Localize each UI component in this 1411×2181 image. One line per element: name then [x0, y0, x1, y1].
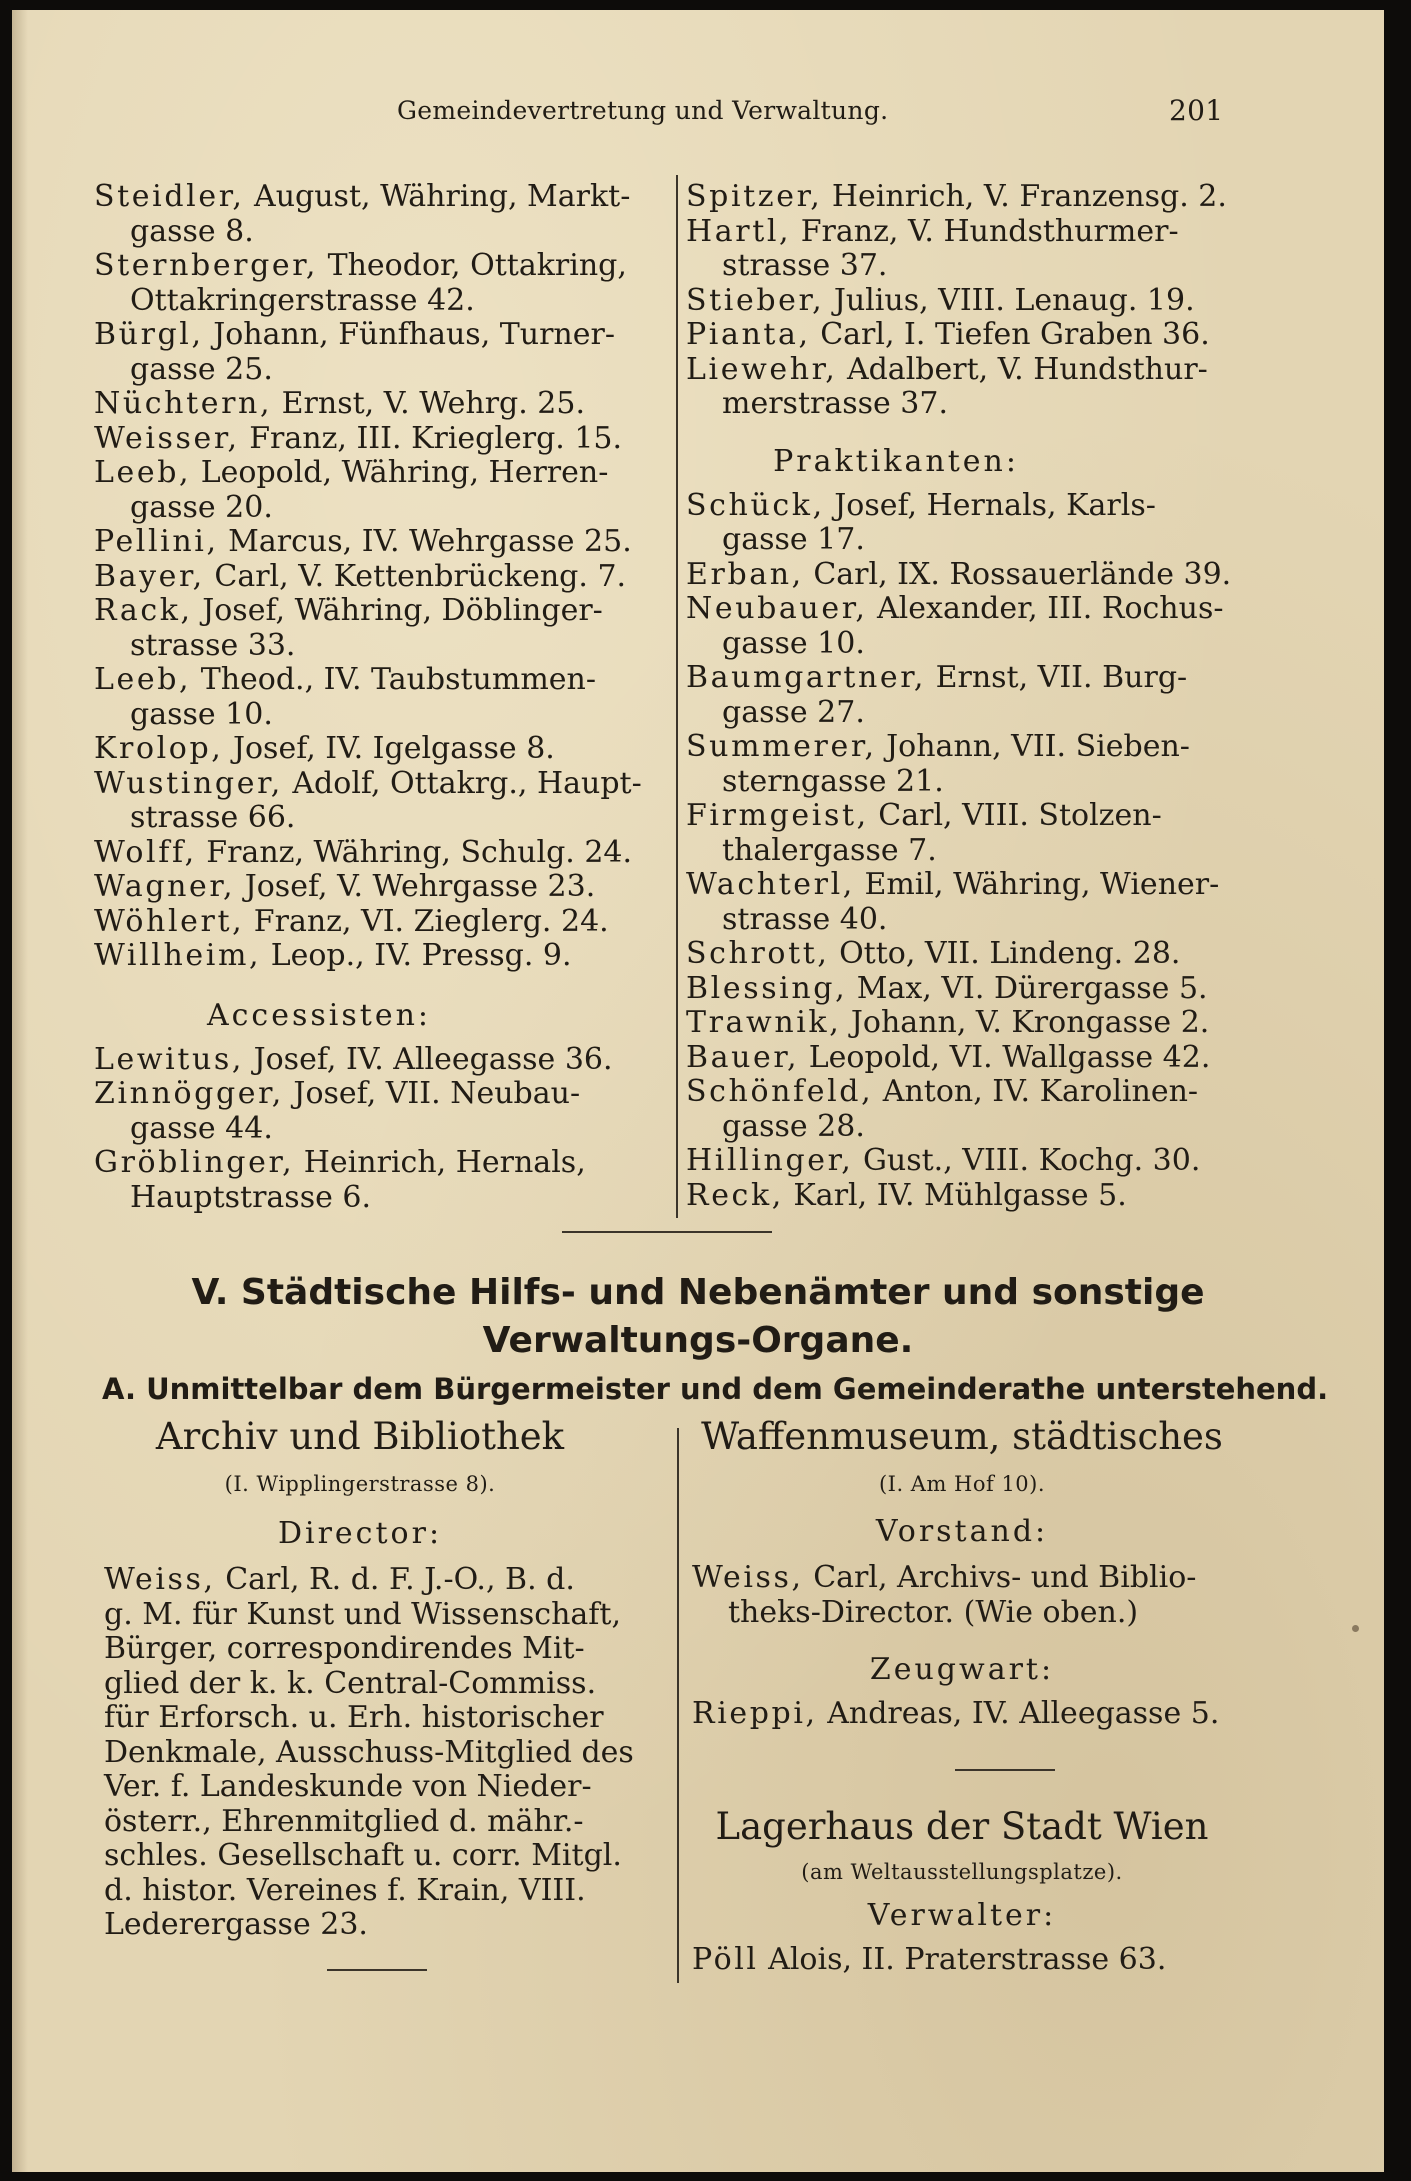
entry-details: Ernst, V. Wehrg. 25.	[272, 386, 586, 421]
entry-line: g. M. für Kunst und Wissenschaft,	[104, 1596, 622, 1632]
entry-line: Bürger, correspondirendes Mit-	[104, 1631, 585, 1666]
running-title: Gemeindevertretung und Verwaltung.	[397, 96, 889, 125]
entry-line: merstrasse 37.	[722, 386, 949, 421]
entry-details: Franz, III. Krieglerg. 15.	[239, 420, 623, 456]
entry-line: Lederergasse 23.	[104, 1907, 368, 1942]
entry-line	[94, 1043, 674, 1078]
directory-entry	[686, 558, 1286, 593]
entry-line: gasse 28.	[722, 1108, 865, 1144]
entry-line: strasse 37.	[722, 248, 888, 283]
entry-details: Theod., IV. Taubstummen-	[191, 662, 596, 697]
entry-surname: Neubauer,	[686, 591, 868, 626]
entry-details: Johann, Fünfhaus, Turner-	[203, 317, 615, 352]
entry-line	[686, 489, 1286, 524]
entry-details: Carl, R. d. F. J.-O., B. d.	[215, 1562, 575, 1597]
lagerhaus-block	[692, 1805, 1252, 1978]
entry-details: Josef, V. Wehrgasse 23.	[235, 869, 596, 904]
archiv-address: (I. Wipplingerstrasse 8).	[224, 1472, 496, 1496]
entry-details: Heinrich, Hernals,	[294, 1145, 586, 1180]
entry-line	[686, 215, 1286, 250]
entry-line	[692, 1697, 1252, 1732]
entry-line	[686, 730, 1286, 765]
entry-surname: Wolff,	[94, 834, 197, 870]
directory-entry	[686, 284, 1286, 319]
archiv-title: Archiv und Bibliothek	[155, 1415, 565, 1458]
section-title-line2: Verwaltungs-Organe.	[482, 1320, 914, 1361]
directory-entry	[104, 1563, 664, 1943]
directory-entry	[686, 1144, 1286, 1179]
entry-surname: Spitzer,	[686, 179, 823, 214]
entry-details: Carl, I. Tiefen Graben 36.	[810, 317, 1210, 352]
column-divider-upper	[676, 175, 678, 1218]
right-entries-list	[686, 180, 1286, 422]
directory-entry	[692, 1561, 1252, 1630]
entry-details: Marcus, IV. Wehrgasse 25.	[218, 524, 632, 559]
entry-line: gasse 10.	[130, 696, 273, 732]
section-subheading: A. Unmittelbar dem Bürgermeister und dem Gemeinderathe unterstehend.	[102, 1372, 1329, 1406]
directory-entry	[686, 489, 1286, 558]
lagerhaus-address: (am Weltausstellungsplatze).	[801, 1860, 1123, 1884]
entry-line: theks-Director. (Wie oben.)	[728, 1594, 1139, 1630]
entry-details: Adolf, Ottakrg., Haupt-	[282, 765, 642, 801]
entry-line	[94, 594, 674, 629]
directory-entry	[94, 422, 674, 457]
directory-entry	[94, 905, 674, 940]
directory-entry	[686, 1179, 1286, 1214]
entry-details: Franz, VI. Zieglerg. 24.	[244, 903, 609, 939]
entry-line	[686, 592, 1286, 627]
entry-line	[104, 1563, 664, 1598]
section-divider-rule	[562, 1231, 772, 1233]
entry-line	[686, 799, 1286, 834]
directory-entry	[94, 456, 674, 525]
entry-details: Alois, II. Praterstrasse 63.	[758, 1942, 1167, 1977]
entry-surname: Summerer,	[686, 729, 877, 764]
entry-surname: Willheim,	[94, 938, 262, 973]
entry-surname: Leeb,	[94, 455, 192, 490]
entry-details: Emil, Währing, Wiener-	[854, 867, 1220, 902]
entry-line: glied der k. k. Central-Commiss.	[104, 1665, 597, 1701]
lagerhaus-verwalter-entry	[692, 1943, 1252, 1978]
section-title-line1: V. Städtische Hilfs- und Nebenämter und sonstige	[191, 1272, 1205, 1313]
entry-surname: Krolop,	[94, 731, 224, 766]
entry-surname: Pöll	[692, 1942, 759, 1977]
directory-entry	[94, 732, 674, 767]
short-rule-left	[327, 1969, 427, 1971]
entry-surname: Erban,	[686, 556, 804, 592]
entry-line: für Erforsch. u. Erh. historischer	[104, 1700, 604, 1735]
waffenmuseum-vorstand-entry	[692, 1561, 1252, 1630]
entry-line	[94, 422, 674, 457]
entry-line: Ver. f. Landeskunde von Nieder-	[104, 1769, 592, 1804]
entry-details: Julius, VIII. Lenaug. 19.	[824, 282, 1195, 318]
entry-line	[94, 525, 674, 560]
directory-entry	[686, 1006, 1286, 1041]
lagerhaus-role: Verwalter:	[867, 1898, 1057, 1933]
directory-entry	[686, 353, 1286, 422]
entry-surname: Baumgartner,	[686, 660, 927, 695]
entry-details: Max, VI. Dürergasse 5.	[847, 970, 1208, 1006]
entry-details: Leopold, VI. Wallgasse 42.	[799, 1039, 1211, 1075]
entry-surname: Gröblinger,	[94, 1145, 295, 1180]
entry-surname: Rack,	[94, 593, 193, 628]
short-rule-right	[955, 1769, 1055, 1771]
entry-line	[686, 1075, 1286, 1110]
entry-line	[686, 558, 1286, 593]
entry-line: österr., Ehrenmitglied d. mähr.-	[104, 1803, 584, 1839]
entry-surname: Wachterl,	[686, 867, 855, 902]
entry-line	[686, 284, 1286, 319]
entry-details: Carl, IX. Rossauerlände 39.	[803, 556, 1232, 592]
directory-entry	[94, 870, 674, 905]
entry-line: strasse 66.	[130, 800, 296, 835]
entry-line	[686, 1144, 1286, 1179]
entry-surname: Stieber,	[686, 282, 825, 318]
entry-line: Ottakringerstrasse 42.	[130, 282, 475, 318]
entry-line	[94, 767, 674, 802]
entry-surname: Blessing,	[686, 970, 848, 1006]
entry-surname: Firmgeist,	[686, 798, 869, 833]
entry-surname: Schrott,	[686, 936, 830, 971]
entry-line	[94, 939, 674, 974]
entry-details: Otto, VII. Lindeng. 28.	[829, 936, 1181, 971]
waffenmuseum-block	[692, 1415, 1252, 1732]
page-number: 201	[1169, 94, 1224, 127]
document-page	[12, 10, 1384, 2172]
entry-surname: Liewehr,	[686, 351, 838, 387]
entry-details: Josef, Währing, Döblinger-	[192, 593, 603, 628]
entry-line	[94, 1077, 674, 1112]
entry-details: Heinrich, V. Franzensg. 2.	[822, 179, 1227, 214]
entry-details: August, Währing, Markt-	[244, 179, 631, 214]
entry-details: Ernst, VII. Burg-	[926, 660, 1188, 695]
entry-surname: Weiss,	[692, 1560, 804, 1595]
entry-line	[94, 1146, 674, 1181]
accessisten-list	[94, 1043, 674, 1216]
archiv-block	[104, 1415, 664, 1943]
entry-line	[686, 1006, 1286, 1041]
directory-entry	[94, 1043, 674, 1078]
entry-line: schles. Gesellschaft u. corr. Mitgl.	[104, 1838, 622, 1873]
entry-surname: Trawnik,	[686, 1005, 842, 1040]
entry-line: thalergasse 7.	[722, 832, 937, 868]
directory-entry	[686, 180, 1286, 215]
directory-entry	[94, 836, 674, 871]
directory-entry	[94, 249, 674, 318]
entry-details: Josef, IV. Alleegasse 36.	[244, 1041, 613, 1077]
entry-details: Carl, V. Kettenbrückeng. 7.	[204, 558, 627, 594]
directory-entry	[94, 663, 674, 732]
entry-details: Leop., IV. Pressg. 9.	[261, 938, 572, 973]
entry-details: Gust., VIII. Kochg. 30.	[853, 1143, 1201, 1178]
entry-line: gasse 10.	[722, 625, 865, 661]
entry-line: strasse 40.	[722, 901, 888, 937]
directory-entry	[94, 767, 674, 836]
entry-line: d. histor. Vereines f. Krain, VIII.	[104, 1872, 586, 1908]
entry-line	[686, 661, 1286, 696]
entry-details: Adalbert, V. Hundsthur-	[837, 351, 1208, 387]
entry-line	[94, 249, 674, 284]
entry-line	[686, 1179, 1286, 1214]
entry-line	[692, 1943, 1252, 1978]
entry-surname: Zinnögger,	[94, 1076, 284, 1111]
directory-entry	[94, 560, 674, 595]
entry-details: Carl, VIII. Stolzen-	[868, 798, 1162, 833]
directory-entry	[692, 1943, 1252, 1978]
entry-line	[94, 456, 674, 491]
entry-line	[94, 387, 674, 422]
entry-line: Denkmale, Ausschuss-Mitglied des	[104, 1734, 634, 1770]
left-entries-list	[94, 180, 674, 974]
left-column	[94, 180, 674, 1215]
entry-line	[686, 937, 1286, 972]
entry-details: Johann, V. Krongasse 2.	[841, 1005, 1210, 1040]
entry-line: gasse 25.	[130, 351, 273, 387]
directory-entry	[686, 318, 1286, 353]
entry-line	[692, 1561, 1252, 1596]
entry-line: gasse 8.	[130, 213, 254, 249]
column-divider-lower	[677, 1428, 679, 1983]
directory-entry	[686, 215, 1286, 284]
directory-entry	[686, 592, 1286, 661]
entry-surname: Wagner,	[94, 869, 236, 904]
directory-entry	[94, 1077, 674, 1146]
directory-entry	[94, 180, 674, 249]
waffenmuseum-role-zeugwart: Zeugwart:	[869, 1652, 1055, 1687]
entry-line	[94, 732, 674, 767]
waffenmuseum-role-vorstand: Vorstand:	[875, 1514, 1049, 1549]
entry-line	[94, 318, 674, 353]
entry-line	[686, 318, 1286, 353]
entry-line	[94, 836, 674, 871]
entry-details: Leopold, Währing, Herren-	[191, 455, 609, 490]
waffenmuseum-address: (I. Am Hof 10).	[878, 1472, 1046, 1496]
entry-surname: Pianta,	[686, 317, 811, 352]
entry-line: gasse 20.	[130, 489, 273, 525]
directory-entry	[94, 525, 674, 560]
archiv-role: Director:	[277, 1516, 443, 1551]
entry-surname: Leeb,	[94, 662, 192, 697]
entry-line	[94, 870, 674, 905]
entry-line: Hauptstrasse 6.	[130, 1179, 372, 1215]
entry-line	[686, 1041, 1286, 1076]
entry-surname: Pellini,	[94, 524, 219, 559]
entry-surname: Bayer,	[94, 558, 205, 594]
entry-details: Franz, V. Hundsthurmer-	[791, 213, 1179, 249]
directory-entry	[686, 1041, 1286, 1076]
archiv-director-entry	[104, 1563, 664, 1943]
entry-details: Alexander, III. Rochus-	[867, 591, 1224, 626]
entry-line	[94, 560, 674, 595]
directory-entry	[686, 868, 1286, 937]
entry-details: Franz, Währing, Schulg. 24.	[196, 834, 633, 870]
entry-surname: Reck,	[686, 1177, 784, 1213]
directory-entry	[94, 939, 674, 974]
entry-details: Theodor, Ottakring,	[318, 248, 627, 283]
entry-details: Carl, Archivs- und Biblio-	[803, 1560, 1197, 1595]
accessisten-heading: Accessisten:	[206, 997, 432, 1033]
entry-line	[686, 353, 1286, 388]
entry-surname: Schück,	[686, 487, 825, 523]
entry-line: strasse 33.	[130, 627, 296, 663]
directory-entry	[686, 799, 1286, 868]
waffenmuseum-zeugwart-entry	[692, 1697, 1252, 1732]
entry-surname: Wustinger,	[94, 765, 283, 801]
right-column	[686, 180, 1286, 1213]
entry-line	[686, 868, 1286, 903]
entry-line: gasse 44.	[130, 1110, 273, 1146]
entry-details: Josef, Hernals, Karls-	[824, 487, 1156, 523]
entry-surname: Steidler,	[94, 179, 245, 214]
waffenmuseum-title: Waffenmuseum, städtisches	[701, 1415, 1223, 1458]
entry-surname: Wöhlert,	[94, 903, 245, 939]
entry-details: Anton, IV. Karolinen-	[873, 1074, 1199, 1109]
entry-line: gasse 27.	[722, 694, 865, 730]
entry-line	[94, 180, 674, 215]
entry-details: Josef, IV. Igelgasse 8.	[223, 731, 555, 766]
entry-surname: Weisser,	[94, 420, 240, 456]
entry-surname: Rieppi,	[692, 1696, 818, 1731]
praktikanten-list	[686, 489, 1286, 1214]
directory-entry	[686, 1075, 1286, 1144]
entry-surname: Bauer,	[686, 1039, 800, 1075]
directory-entry	[94, 1146, 674, 1215]
entry-line: sterngasse 21.	[722, 763, 944, 799]
directory-entry	[94, 387, 674, 422]
lagerhaus-title: Lagerhaus der Stadt Wien	[715, 1805, 1209, 1848]
directory-entry	[686, 937, 1286, 972]
directory-entry	[94, 594, 674, 663]
entry-surname: Lewitus,	[94, 1041, 245, 1077]
ink-dot	[1352, 1625, 1359, 1632]
entry-surname: Schönfeld,	[686, 1074, 874, 1109]
entry-surname: Sternberger,	[94, 248, 319, 283]
entry-surname: Weiss,	[104, 1562, 216, 1597]
praktikanten-heading: Praktikanten:	[773, 443, 1019, 479]
directory-entry	[94, 318, 674, 387]
entry-details: Karl, IV. Mühlgasse 5.	[783, 1177, 1127, 1213]
entry-surname: Nüchtern,	[94, 386, 273, 421]
directory-entry	[686, 661, 1286, 730]
entry-details: Johann, VII. Sieben-	[876, 729, 1190, 764]
entry-surname: Bürgl,	[94, 317, 204, 352]
entry-surname: Hartl,	[686, 213, 792, 249]
directory-entry	[686, 972, 1286, 1007]
entry-line: gasse 17.	[722, 522, 865, 557]
entry-line	[686, 972, 1286, 1007]
entry-surname: Hillinger,	[686, 1143, 854, 1178]
directory-entry	[692, 1697, 1252, 1732]
entry-line	[94, 905, 674, 940]
entry-details: Josef, VII. Neubau-	[283, 1076, 581, 1111]
entry-line	[686, 180, 1286, 215]
entry-details: Andreas, IV. Alleegasse 5.	[817, 1696, 1220, 1731]
directory-entry	[686, 730, 1286, 799]
entry-line	[94, 663, 674, 698]
